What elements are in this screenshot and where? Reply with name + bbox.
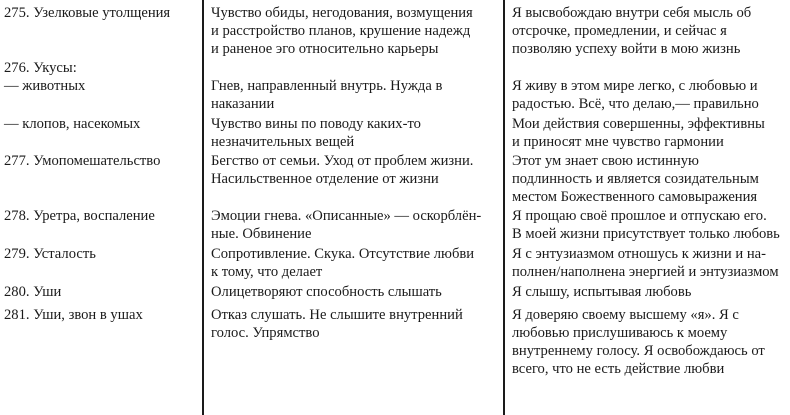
affirmation-cell-line: Я высвобождаю внутри себя мысль об xyxy=(512,5,752,21)
affirmation-cell-line: Я с энтузиазмом отношусь к жизни и на- xyxy=(512,246,766,262)
cause-cell xyxy=(211,207,481,243)
cause-cell-line: Бегство от семьи. Уход от проблем жизни. xyxy=(211,153,474,169)
column-divider-2 xyxy=(503,0,505,415)
problem-cell xyxy=(4,207,155,225)
cause-cell xyxy=(211,115,421,151)
cause-cell xyxy=(211,152,473,188)
affirmation-cell-line: подлинность и является созидательным xyxy=(512,171,759,187)
affirmation-cell xyxy=(512,4,751,58)
affirmation-cell-line: всего, что не есть действие любви xyxy=(512,361,725,377)
affirmation-cell-line: радостью. Всё, что делаю,— правильно xyxy=(512,96,759,112)
problem-cell xyxy=(4,283,61,301)
cause-cell xyxy=(211,283,442,301)
cause-cell-line: Чувство вины по поводу каких-то xyxy=(211,116,421,132)
problem-cell xyxy=(4,59,77,77)
cause-cell-line: незначительных вещей xyxy=(211,134,355,150)
cause-cell-line: и расстройство планов, крушение надежд xyxy=(211,23,471,39)
cause-cell-line: Олицетворяют способность слышать xyxy=(211,284,442,300)
affirmation-cell xyxy=(512,152,759,206)
cause-cell-line: Гнев, направленный внутрь. Нужда в xyxy=(211,78,443,94)
affirmation-cell-line: Я живу в этом мире легко, с любовью и xyxy=(512,78,758,94)
cause-cell xyxy=(211,245,474,281)
affirmation-cell xyxy=(512,115,765,151)
affirmation-cell xyxy=(512,207,780,243)
cause-cell xyxy=(211,306,463,342)
problem-cell-line: 280. Уши xyxy=(4,284,62,300)
affirmation-cell xyxy=(512,245,779,281)
problem-cell-line: 277. Умопомешательство xyxy=(4,153,161,169)
problem-cell-line: 279. Усталость xyxy=(4,246,96,262)
cause-cell-line: к тому, что делает xyxy=(211,264,323,280)
problem-cell xyxy=(4,115,140,133)
column-divider-1 xyxy=(202,0,204,415)
cause-cell xyxy=(211,77,442,113)
affirmation-cell-line: В моей жизни присутствует только любовь xyxy=(512,226,780,242)
affirmation-cell-line: Я доверяю своему высшему «я». Я с xyxy=(512,307,739,323)
problem-cell xyxy=(4,306,143,324)
cause-cell-line: Чувство обиды, негодования, возмущения xyxy=(211,5,473,21)
cause-cell-line: и раненое эго относительно карьеры xyxy=(211,41,439,57)
affirmation-cell xyxy=(512,306,765,378)
problem-cell-line: 275. Узелковые утолщения xyxy=(4,5,171,21)
affirmation-cell-line: любовью прислушиваюсь к моему xyxy=(512,325,728,341)
problem-cell-line: — животных xyxy=(4,78,86,94)
cause-cell-line: Насильственное отделение от жизни xyxy=(211,171,439,187)
problem-cell-line: — клопов, насекомых xyxy=(4,116,141,132)
problem-cell xyxy=(4,152,160,170)
affirmation-cell-line: отсрочке, промедлении, и сейчас я xyxy=(512,23,727,39)
problem-cell xyxy=(4,245,96,263)
affirmation-cell xyxy=(512,77,759,113)
problem-cell-line: 276. Укусы: xyxy=(4,60,77,76)
affirmation-cell-line: внутреннему голосу. Я освобождаюсь от xyxy=(512,343,765,359)
affirmation-cell-line: местом Божественного самовыражения xyxy=(512,189,758,205)
cause-cell xyxy=(211,4,473,58)
cause-cell-line: ные. Обвинение xyxy=(211,226,312,242)
problem-cell xyxy=(4,4,170,22)
cause-cell-line: Сопротивление. Скука. Отсутствие любви xyxy=(211,246,475,262)
cause-cell-line: голос. Упрямство xyxy=(211,325,320,341)
cause-cell-line: Отказ слушать. Не слышите внутренний xyxy=(211,307,463,323)
cause-cell-line: Эмоции гнева. «Описанные» — оскорблён- xyxy=(211,208,482,224)
affirmation-cell-line: Я прощаю своё прошлое и отпускаю его. xyxy=(512,208,767,224)
affirmation-cell xyxy=(512,283,691,301)
problem-cell xyxy=(4,77,85,95)
problem-cell-line: 281. Уши, звон в ушах xyxy=(4,307,143,323)
cause-cell-line: наказании xyxy=(211,96,275,112)
affirmation-cell-line: Этот ум знает свою истинную xyxy=(512,153,699,169)
problem-cell-line: 278. Уретра, воспаление xyxy=(4,208,155,224)
affirmation-cell-line: Мои действия совершенны, эффективны xyxy=(512,116,765,132)
affirmation-cell-line: полнен/наполнена энергией и энтузиазмом xyxy=(512,264,779,280)
affirmation-cell-line: позволяю успеху войти в мою жизнь xyxy=(512,41,741,57)
affirmation-cell-line: Я слышу, испытывая любовь xyxy=(512,284,692,300)
affirmation-cell-line: и приносят мне чувство гармонии xyxy=(512,134,724,150)
